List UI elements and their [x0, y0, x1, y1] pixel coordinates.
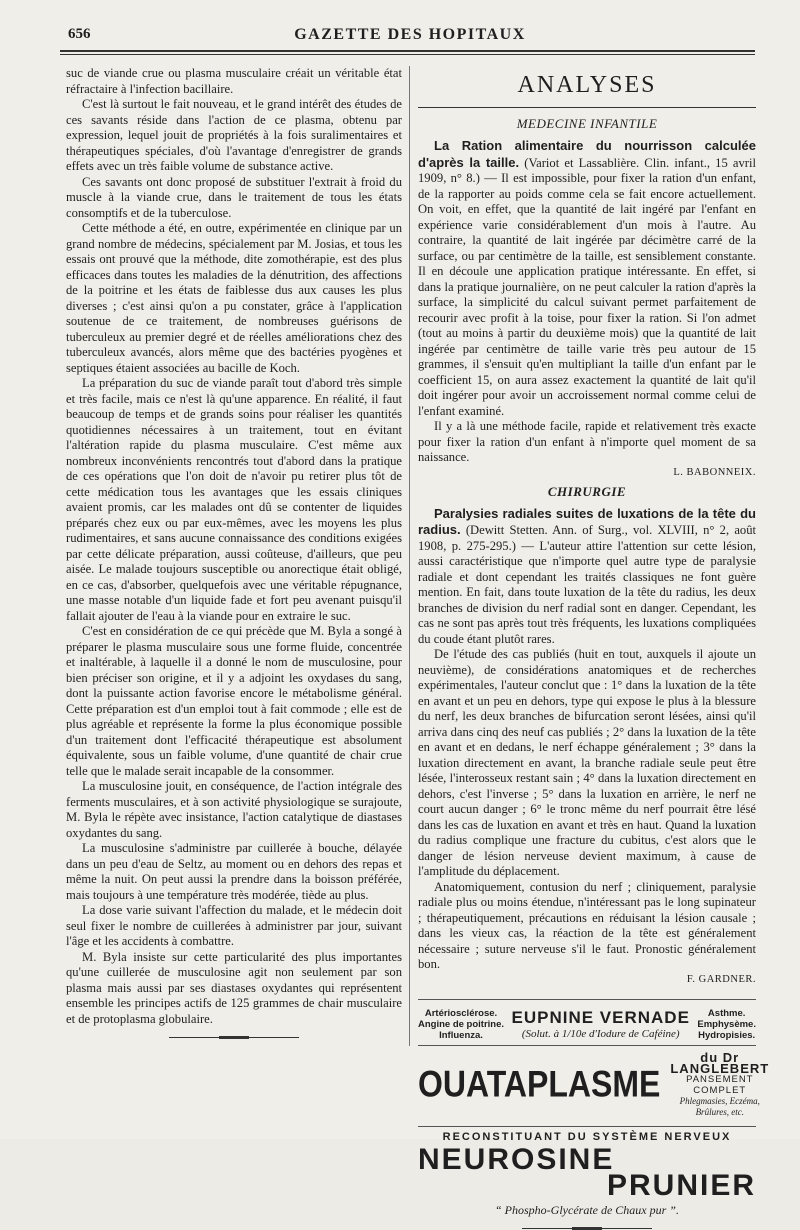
section-rule [418, 107, 756, 108]
ad-ouataplasme [418, 1045, 770, 1118]
article-title: La Ration alimentaire du nourrisson calculée d'après la taille. [418, 138, 756, 170]
section-title-medecine: MEDECINE INFANTILE [516, 116, 658, 131]
neurosine-brand: NEUROSINE [418, 1142, 615, 1176]
ad-line: Artériosclérose. [424, 1007, 498, 1019]
signature: L. BABONNEIX. [673, 466, 756, 478]
header-rule-thin [60, 54, 755, 55]
paragraph: La musculosine s'administre par cuillerée à bouche, délayée dans un peu d'eau de Seltz, au moment ou en dehors des repas et même la nuit. On peut aussi la prendre dans la boisson préférée, mais toujours à une température très modérée, tiède au plus. [66, 841, 402, 902]
paragraph: La musculosine jouit, en conséquence, de l'action intégrale des ferments musculaires, et à son activité physiologique se surajoute, M. Byla le répète avec insistance, l'action catalytique de diastases oxydantes du sang. [66, 779, 402, 840]
ad-line: Emphysème. [697, 1018, 756, 1030]
right-column [418, 66, 770, 1229]
ad-line: Influenza. [439, 1029, 483, 1041]
paragraph: M. Byla insiste sur cette particularité des plus importantes qu'une cuillerée de musculosine agit non seulement par son plasma mais aussi par ses diastases oxydantes qui représentent ensemble les principes actifs de 125 grammes de chair musculaire et de protoplasma globulaire. [66, 949, 402, 1026]
article-text: Il est impossible, pour fixer la ration d'un enfant, de la rapporter au poids comme cela se fait encore actuellement. On voit, en effet, que la quantité de lait ingéré par l'enfant en expérience varie considérablement d'un mois à l'autre. Au contraire, la quantité de lait ingérée par décimètre carré de la surface, ou par centimètre de la taille, est sensiblement constante. Il en découle une application pratique intéressante. En effet, si dans la pratique journalière, on ne peut calculer la ration d'après la surface, la simplicité du calcul suivant permet parfaitement de recourir avec profit à la toise, pour fixer la ration. Si l'on admet (tout au moins à partir du deuxième mois) que la quantité de lait ingérée par centimètre de taille varie très peu autour de 15 grammes, il s'ensuit qu'en multipliant la taille d'un enfant par le coefficient 15, on aura assez exactement la quantité de lait qu'il doit ingérer pour avoir un accroissement normal comme celui de l'enfant examiné. [418, 171, 756, 418]
paragraph: Il y a là une méthode facile, rapide et relativement très exacte pour fixer la ration d'un enfant à n'importe quel moment de sa naissance. [418, 419, 756, 464]
column-divider [409, 66, 410, 1046]
ad-eupnine-center [511, 1008, 689, 1040]
paragraph: La dose varie suivant l'affection du malade, et le médecin doit seul fixer le nombre de cuillerées à administrer par jour, suivant l'âge et les accidents à combattre. [66, 903, 402, 948]
eupnine-brand: EUPNINE VERNADE [511, 1008, 690, 1027]
paragraph: La préparation du suc de viande paraît tout d'abord très simple et très facile, mais ce n'est là qu'une apparence. En réalité, il faut beaucoup de temps et de grands soins pour réaliser les quantités quotidiennes nécessaires à un traitement, tout en évitant l'altération rapide du plasma musculaire. C'est même aux nombreux inconvénients rencontrés tout d'abord dans la pratique de ces opérations que l'on doit de n'avoir pu retirer plus tôt de cette médication tous les avantages que les essais cliniques avaient promis, car les malades ont dû se contenter de liquides préparés chez eux ou par eux-mêmes, avec les moyens les plus rudimentaires, et sans aucune connaissance des conditions exigées par cette délicate préparation, aussi coûteuse, d'ailleurs, que peu aisée. Le malade toujours susceptible ou anorectique était obligé, en ce cas, d'absorber, quelquefois avec une véritable répugnance, une masse notable d'un liquide fade et fort peu avenant puisqu'il fallait ajouter de l'eau à la viande pour en extraire le suc. [66, 376, 402, 623]
ad-indications-right [697, 1008, 756, 1041]
journal-title: GAZETTE DES HOPITAUX [294, 26, 526, 43]
phospho-glycerate-line: “ Phospho-Glycérate de Chaux pur ”. [495, 1202, 679, 1217]
end-ornament [522, 1228, 652, 1229]
ouataplasme-brand: OUATAPLASME [418, 1063, 661, 1105]
article-medecine [418, 138, 756, 419]
eupnine-formula: (Solut. à 1/10e d'Iodure de Caféine) [521, 1028, 680, 1040]
article-reference: (Dewitt Stetten. Ann. of Surg., vol. XLVIII, n° 2, août 1908, p. 275-295.) — [418, 523, 756, 553]
ouataplasme-pansement: PANSEMENT COMPLET [686, 1073, 754, 1096]
left-column [66, 66, 402, 1038]
paragraph: Cette méthode a été, en outre, expérimentée en clinique par un grand nombre de médecins, spécialement par M. Josias, et tous les essais ont prouvé que la méthode, dite zomothérapie, est des plus efficaces dans toutes les maladies de la dénutrition, des affections de la poitrine et les états de faiblesse dus aux causes les plus diverses ; c'est ainsi qu'on a pu constater, grâce à l'application soutenue de ce traitement, de nombreuses guérisons de tuberculeux au premier degré et de réelles améliorations chez des tuberculeux avancés, alors même que des bactéries pyogènes et septiques étaient associées au bacille de Koch. [66, 221, 402, 375]
ouataplasme-indications: Phlegmasies, Eczéma, Brûlures, etc. [679, 1095, 760, 1117]
page-header [60, 18, 760, 48]
paragraph: De l'étude des cas publiés (huit en tout, auxquels il ajoute un neuvième), de considérations anatomiques et de recherches expérimentales, l'auteur conclut que : 1° dans la luxation de la tête en avant et un peu en dehors, type qui expose le plus à la blessure du nerf, les deux branches de bifurcation seront lésées, ainsi qu'il arriva dans cinq des neuf cas publiés ; 2° dans la luxation de la tête en avant et en dedans, le nerf échappe généralement ; 3° dans la luxation directement en avant, la branche radiale seule peut être lésée, l'interosseux restant sain ; 4° dans la luxation directement en dehors, c'est l'inverse ; 5° dans la luxation en arrière, le nerf ne court aucun danger ; 6° le tronc même du nerf pourrait être lésé dans les cas de luxation en avant et très en haut. Quand la luxation du radius complique une fracture du cubitus, c'est alors que le danger de lésion nerveuse devient maximum, à cause de l'amplitude du déplacement. [418, 647, 756, 878]
analyses-heading: ANALYSES [517, 72, 657, 98]
article-reference: (Variot et Lassablière. Clin. infant., 15 avril 1909, n° 8.) — [418, 155, 756, 185]
advertisements [418, 999, 770, 1229]
prunier-brand: PRUNIER [606, 1168, 756, 1202]
ad-line: Angine de poitrine. [418, 1018, 505, 1030]
article-chirurgie [418, 506, 756, 648]
paragraph: C'est en considération de ce qui précède que M. Byla a songé à préparer le plasma musculaire sous une forme fluide, concentrée et inaltérable, à laquelle il a donné le nom de musculosine, pour bien préciser son origine, et il y a adjoint les oxydases du sang, dont la puissante action favorise encore le métabolisme général. Cette préparation est d'un emploi tout à fait commode ; elle est de plus agréable et représente la forme la plus économique possible d'un traitement dont l'efficacité thérapeutique est absolument équivalente, sous un faible volume, d'une quantité de chair crue telle que le malade serait incapable de la consommer. [66, 624, 402, 778]
paragraph: C'est là surtout le fait nouveau, et le grand intérêt des études de ces savants réside dans l'action de ce plasma, obtenu par expression, lequel jouit de propriétés à la fois suralimentaires et thérapeutiques spéciales, d'où l'avantage d'enregistrer de grands effets avec un très faible volume de substance active. [66, 97, 402, 173]
paragraph: suc de viande crue ou plasma musculaire créait un véritable état réfractaire à l'infection bacillaire. [66, 66, 402, 96]
ad-eupnine [418, 1000, 756, 1045]
paragraph: Anatomiquement, contusion du nerf ; cliniquement, paralysie radiale plus ou moins étendue, n'intéressant pas le long supinateur ; thérapeutiquement, précautions en réduisant la lésion causale ; dans les vieux cas, la réaction de la tête est généralement nécessaire ; suture nerveuse s'il le faut. Pronostic généralement bon. [418, 879, 756, 971]
page-number: 656 [68, 26, 91, 42]
ouataplasme-details [670, 1049, 770, 1118]
section-title-chirurgie: CHIRURGIE [547, 483, 627, 499]
reconstituant-tagline: RECONSTITUANT DU SYSTÈME NERVEUX [418, 1126, 756, 1143]
end-ornament [169, 1037, 299, 1038]
article-title: Paralysies radiales suites de luxations de la tête du radius. [418, 505, 756, 537]
ad-line: Asthme. [707, 1007, 746, 1019]
ouataplasme-doctor: du Dr LANGLEBERT [670, 1049, 770, 1076]
signature: F. GARDNER. [686, 973, 756, 985]
header-rule [60, 50, 755, 52]
ad-line: Hydropisies. [698, 1029, 756, 1041]
paragraph: Ces savants ont donc proposé de substituer l'extrait à froid du muscle à la viande crue, dans le traitement de tous les états consomptifs et de la tuberculose. [66, 174, 402, 220]
ad-indications-left [418, 1008, 504, 1041]
article-text: L'auteur attire l'attention sur cette lésion, aussi caractéristique que n'importe quel autre type de paralysie radiale et dont cependant les traités classiques ne font guère mention. En fait, dans toute luxation de la tête du radius, les deux branches de division du nerf radial sont en danger. Cependant, les cas ne sont pas après tout très fréquents, les luxations compliquées du coude étant plutôt rares. [418, 538, 756, 646]
